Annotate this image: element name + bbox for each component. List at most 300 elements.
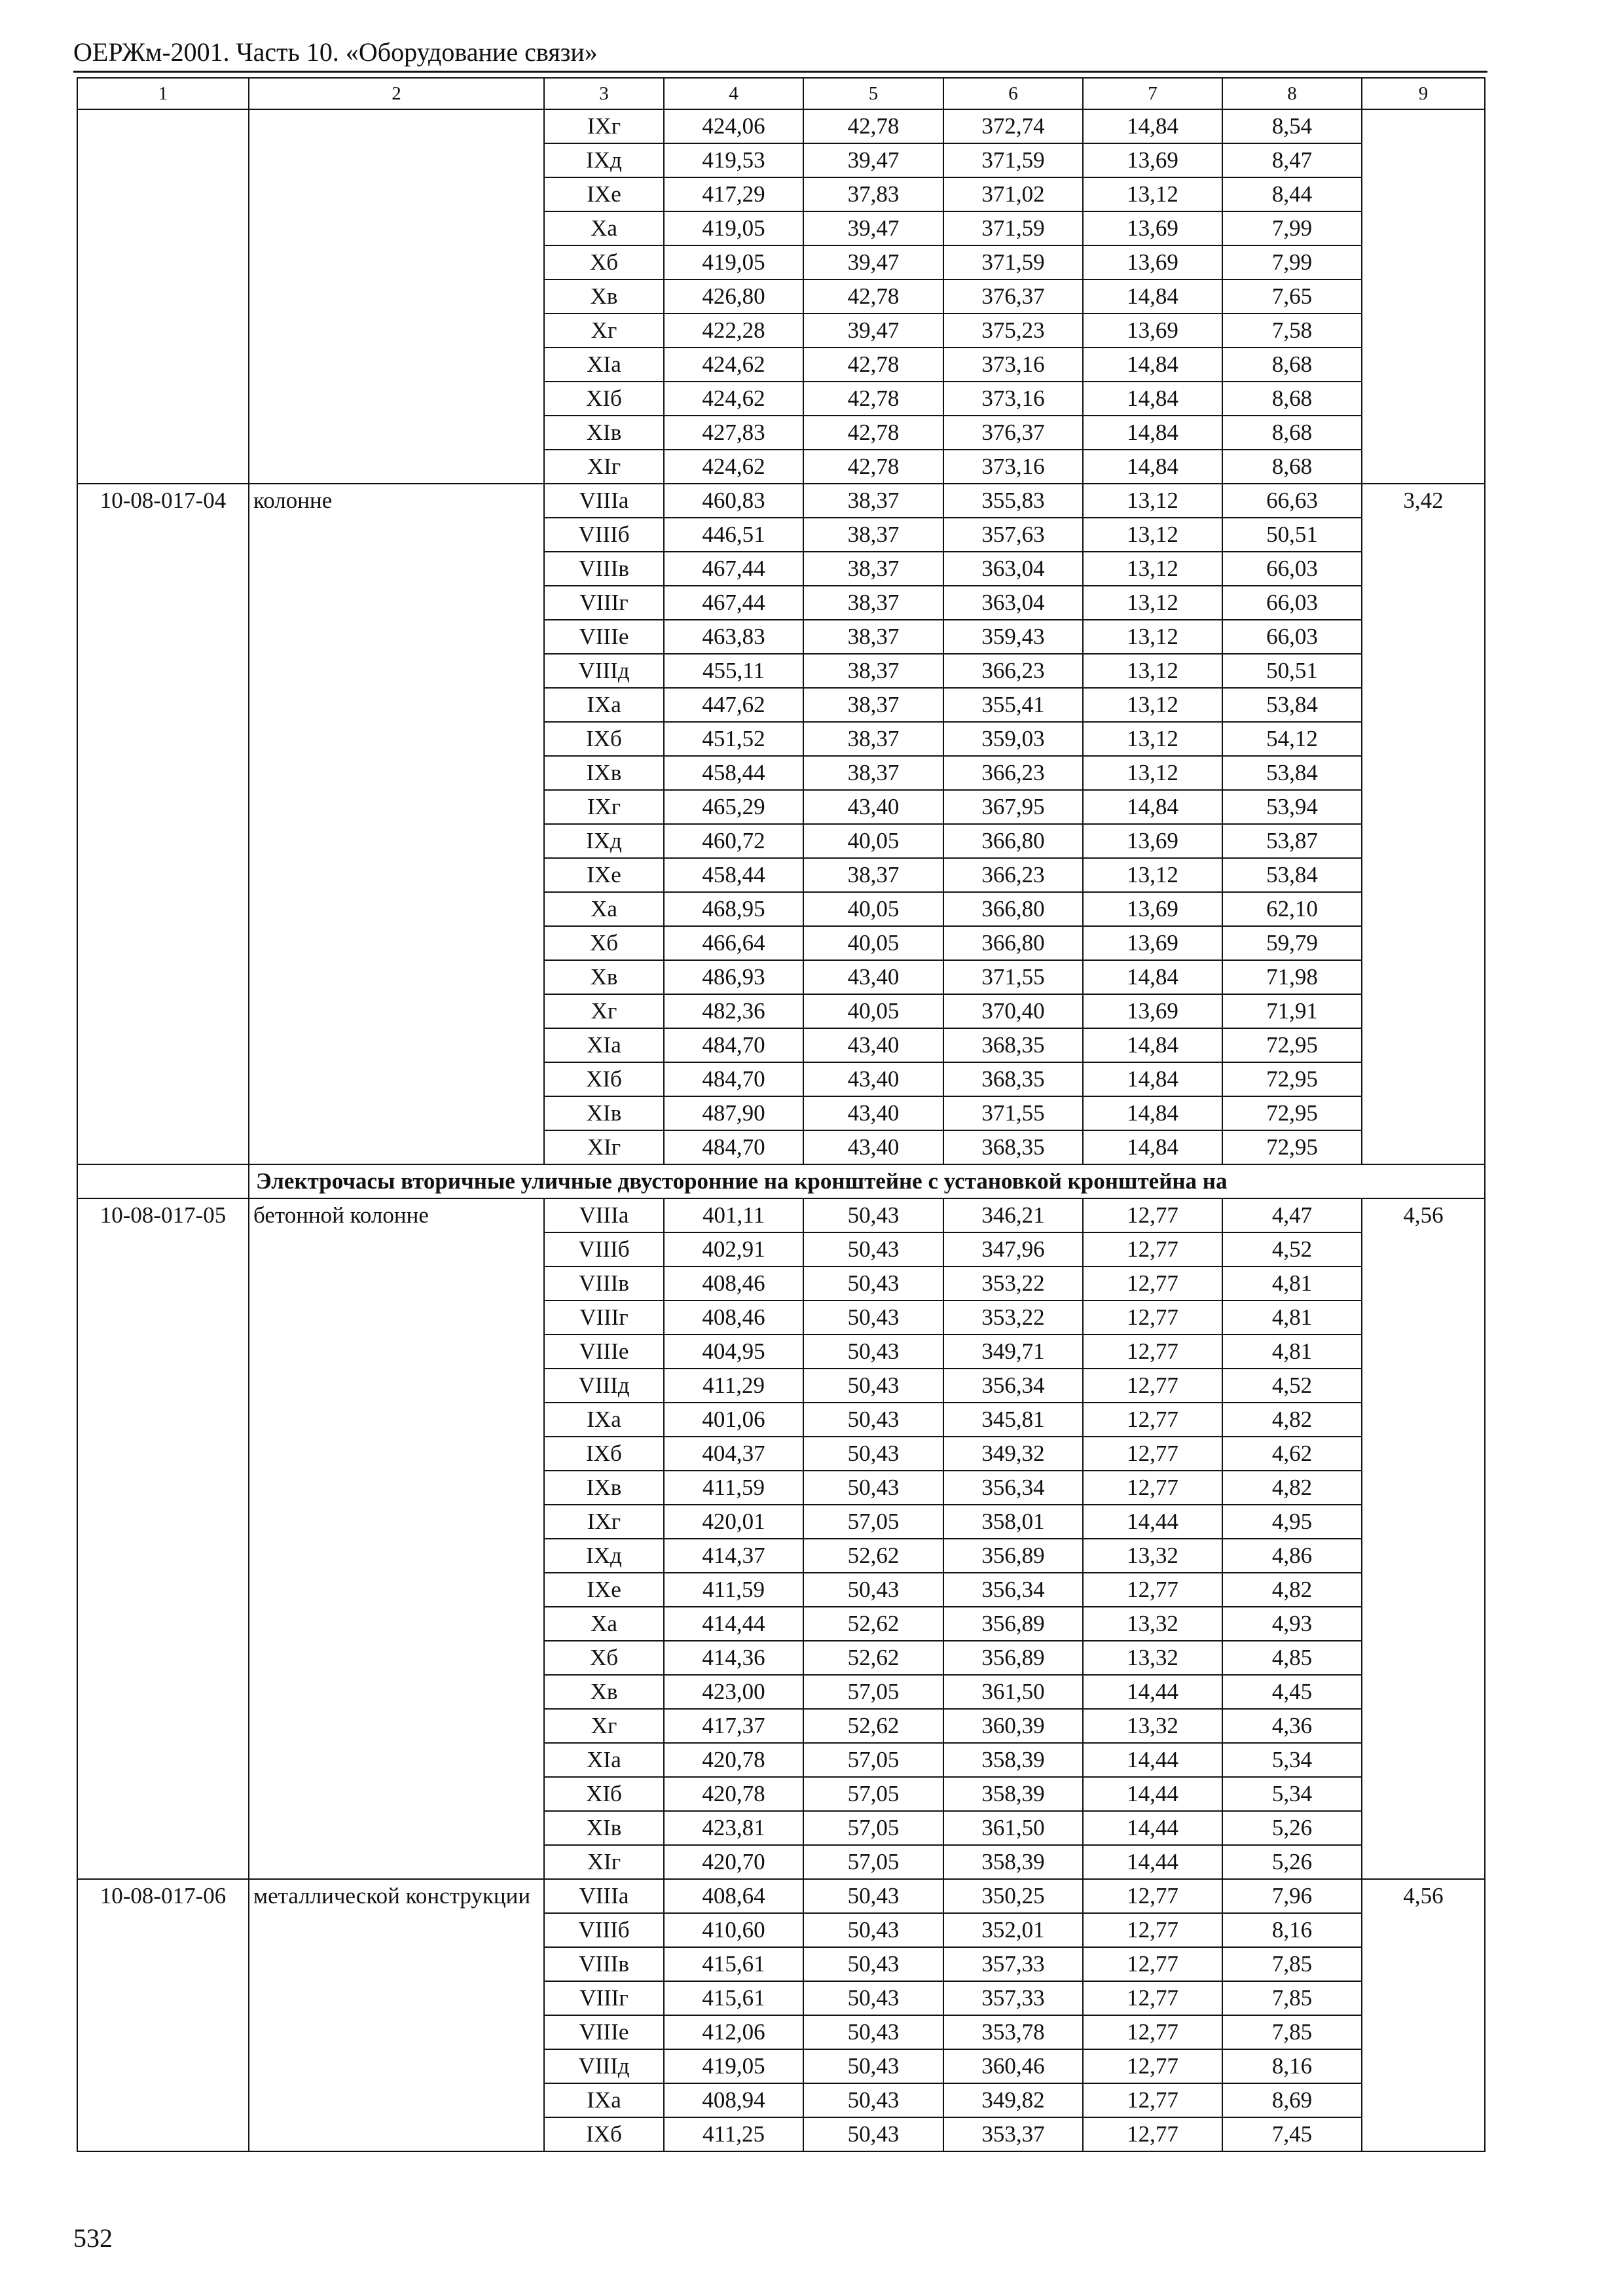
machines-cell: 356,34 xyxy=(943,1471,1083,1505)
wages-cell: 39,47 xyxy=(803,143,943,177)
total-cost-cell: 460,72 xyxy=(664,824,803,858)
zone-cell: VIIIд xyxy=(544,654,664,688)
machines-cell: 371,59 xyxy=(943,245,1083,279)
zone-cell: IXа xyxy=(544,688,664,722)
machines-cell: 357,33 xyxy=(943,1981,1083,2015)
materials-cell: 4,85 xyxy=(1222,1641,1362,1675)
labor-cost-cell xyxy=(1362,109,1485,484)
machinist-wages-cell: 14,44 xyxy=(1083,1845,1222,1879)
zone-cell: XIг xyxy=(544,1845,664,1879)
wages-cell: 43,40 xyxy=(803,1062,943,1096)
materials-cell: 71,91 xyxy=(1222,994,1362,1028)
machines-cell: 371,55 xyxy=(943,1096,1083,1130)
machinist-wages-cell: 13,12 xyxy=(1083,620,1222,654)
total-cost-cell: 486,93 xyxy=(664,960,803,994)
machinist-wages-cell: 13,69 xyxy=(1083,926,1222,960)
machines-cell: 366,23 xyxy=(943,654,1083,688)
zone-cell: Xг xyxy=(544,314,664,348)
materials-cell: 7,65 xyxy=(1222,279,1362,314)
total-cost-cell: 419,05 xyxy=(664,2049,803,2083)
total-cost-cell: 460,83 xyxy=(664,484,803,518)
zone-cell: VIIIв xyxy=(544,1266,664,1300)
machinist-wages-cell: 14,84 xyxy=(1083,1096,1222,1130)
total-cost-cell: 424,62 xyxy=(664,348,803,382)
zone-cell: IXб xyxy=(544,1437,664,1471)
wages-cell: 57,05 xyxy=(803,1777,943,1811)
wages-cell: 38,37 xyxy=(803,620,943,654)
labor-cost-cell: 3,42 xyxy=(1362,484,1485,1164)
machinist-wages-cell: 13,12 xyxy=(1083,654,1222,688)
total-cost-cell: 415,61 xyxy=(664,1981,803,2015)
materials-cell: 72,95 xyxy=(1222,1130,1362,1164)
norm-code-cell: 10-08-017-05 xyxy=(77,1198,249,1879)
total-cost-cell: 467,44 xyxy=(664,552,803,586)
wages-cell: 42,78 xyxy=(803,382,943,416)
materials-cell: 4,95 xyxy=(1222,1505,1362,1539)
wages-cell: 50,43 xyxy=(803,1266,943,1300)
section-title-row xyxy=(77,1164,1485,1198)
zone-cell: IXд xyxy=(544,824,664,858)
total-cost-cell: 424,06 xyxy=(664,109,803,143)
zone-cell: Xб xyxy=(544,245,664,279)
materials-cell: 8,68 xyxy=(1222,450,1362,484)
wages-cell: 42,78 xyxy=(803,348,943,382)
header-divider xyxy=(73,71,1487,73)
zone-cell: XIб xyxy=(544,1777,664,1811)
zone-cell: VIIIа xyxy=(544,1879,664,1913)
machinist-wages-cell: 14,44 xyxy=(1083,1505,1222,1539)
machines-cell: 358,39 xyxy=(943,1777,1083,1811)
machinist-wages-cell: 13,32 xyxy=(1083,1709,1222,1743)
materials-cell: 53,84 xyxy=(1222,858,1362,892)
total-cost-cell: 467,44 xyxy=(664,586,803,620)
total-cost-cell: 482,36 xyxy=(664,994,803,1028)
norms-table-body xyxy=(77,78,1485,2151)
materials-cell: 5,26 xyxy=(1222,1811,1362,1845)
machinist-wages-cell: 14,84 xyxy=(1083,382,1222,416)
total-cost-cell: 484,70 xyxy=(664,1062,803,1096)
materials-cell: 4,82 xyxy=(1222,1573,1362,1607)
zone-cell: Xг xyxy=(544,1709,664,1743)
machines-cell: 357,63 xyxy=(943,518,1083,552)
total-cost-cell: 420,01 xyxy=(664,1505,803,1539)
norm-name-cell: бетонной колонне xyxy=(249,1198,544,1879)
labor-cost-cell: 4,56 xyxy=(1362,1198,1485,1879)
materials-cell: 53,94 xyxy=(1222,790,1362,824)
total-cost-cell: 420,70 xyxy=(664,1845,803,1879)
machines-cell: 373,16 xyxy=(943,382,1083,416)
machines-cell: 368,35 xyxy=(943,1028,1083,1062)
materials-cell: 4,81 xyxy=(1222,1266,1362,1300)
machinist-wages-cell: 12,77 xyxy=(1083,1198,1222,1232)
wages-cell: 50,43 xyxy=(803,1232,943,1266)
total-cost-cell: 411,25 xyxy=(664,2117,803,2151)
total-cost-cell: 404,95 xyxy=(664,1335,803,1369)
machinist-wages-cell: 14,84 xyxy=(1083,790,1222,824)
total-cost-cell: 455,11 xyxy=(664,654,803,688)
machines-cell: 353,37 xyxy=(943,2117,1083,2151)
machines-cell: 371,02 xyxy=(943,177,1083,211)
norms-table xyxy=(77,77,1486,2152)
machinist-wages-cell: 12,77 xyxy=(1083,1232,1222,1266)
materials-cell: 66,03 xyxy=(1222,586,1362,620)
materials-cell: 59,79 xyxy=(1222,926,1362,960)
norm-code-cell xyxy=(77,109,249,484)
machines-cell: 345,81 xyxy=(943,1403,1083,1437)
machinist-wages-cell: 14,44 xyxy=(1083,1675,1222,1709)
machines-cell: 360,46 xyxy=(943,2049,1083,2083)
wages-cell: 43,40 xyxy=(803,960,943,994)
wages-cell: 57,05 xyxy=(803,1675,943,1709)
total-cost-cell: 424,62 xyxy=(664,450,803,484)
zone-cell: Xв xyxy=(544,279,664,314)
zone-cell: VIIIб xyxy=(544,518,664,552)
machinist-wages-cell: 13,12 xyxy=(1083,756,1222,790)
machines-cell: 366,23 xyxy=(943,858,1083,892)
materials-cell: 8,44 xyxy=(1222,177,1362,211)
wages-cell: 50,43 xyxy=(803,1879,943,1913)
zone-cell: IXг xyxy=(544,109,664,143)
zone-cell: XIв xyxy=(544,1096,664,1130)
total-cost-cell: 466,64 xyxy=(664,926,803,960)
wages-cell: 50,43 xyxy=(803,1437,943,1471)
machines-cell: 376,37 xyxy=(943,416,1083,450)
total-cost-cell: 424,62 xyxy=(664,382,803,416)
machinist-wages-cell: 14,84 xyxy=(1083,279,1222,314)
zone-cell: XIв xyxy=(544,416,664,450)
wages-cell: 39,47 xyxy=(803,245,943,279)
machinist-wages-cell: 12,77 xyxy=(1083,1573,1222,1607)
wages-cell: 57,05 xyxy=(803,1811,943,1845)
materials-cell: 4,86 xyxy=(1222,1539,1362,1573)
wages-cell: 38,37 xyxy=(803,688,943,722)
total-cost-cell: 410,60 xyxy=(664,1913,803,1947)
wages-cell: 38,37 xyxy=(803,756,943,790)
total-cost-cell: 404,37 xyxy=(664,1437,803,1471)
materials-cell: 7,85 xyxy=(1222,2015,1362,2049)
materials-cell: 4,93 xyxy=(1222,1607,1362,1641)
zone-cell: VIIIг xyxy=(544,1300,664,1335)
materials-cell: 8,47 xyxy=(1222,143,1362,177)
machinist-wages-cell: 12,77 xyxy=(1083,2049,1222,2083)
total-cost-cell: 458,44 xyxy=(664,756,803,790)
zone-cell: IXг xyxy=(544,790,664,824)
wages-cell: 42,78 xyxy=(803,109,943,143)
total-cost-cell: 408,64 xyxy=(664,1879,803,1913)
wages-cell: 50,43 xyxy=(803,1403,943,1437)
machinist-wages-cell: 14,84 xyxy=(1083,348,1222,382)
wages-cell: 38,37 xyxy=(803,586,943,620)
zone-cell: VIIIг xyxy=(544,586,664,620)
zone-cell: Xа xyxy=(544,892,664,926)
materials-cell: 8,68 xyxy=(1222,416,1362,450)
total-cost-cell: 401,11 xyxy=(664,1198,803,1232)
wages-cell: 37,83 xyxy=(803,177,943,211)
total-cost-cell: 401,06 xyxy=(664,1403,803,1437)
machinist-wages-cell: 12,77 xyxy=(1083,1981,1222,2015)
zone-cell: Xа xyxy=(544,1607,664,1641)
materials-cell: 72,95 xyxy=(1222,1096,1362,1130)
total-cost-cell: 422,28 xyxy=(664,314,803,348)
zone-cell: VIIIб xyxy=(544,1913,664,1947)
machinist-wages-cell: 13,32 xyxy=(1083,1539,1222,1573)
machinist-wages-cell: 12,77 xyxy=(1083,1266,1222,1300)
machinist-wages-cell: 13,12 xyxy=(1083,586,1222,620)
wages-cell: 38,37 xyxy=(803,552,943,586)
total-cost-cell: 419,53 xyxy=(664,143,803,177)
wages-cell: 52,62 xyxy=(803,1539,943,1573)
wages-cell: 50,43 xyxy=(803,1335,943,1369)
materials-cell: 53,84 xyxy=(1222,688,1362,722)
wages-cell: 50,43 xyxy=(803,1573,943,1607)
zone-cell: Xв xyxy=(544,960,664,994)
materials-cell: 8,16 xyxy=(1222,1913,1362,1947)
zone-cell: IXа xyxy=(544,1403,664,1437)
machinist-wages-cell: 12,77 xyxy=(1083,1335,1222,1369)
column-number-cell: 8 xyxy=(1222,78,1362,109)
machinist-wages-cell: 13,32 xyxy=(1083,1641,1222,1675)
wages-cell: 50,43 xyxy=(803,1369,943,1403)
total-cost-cell: 451,52 xyxy=(664,722,803,756)
zone-cell: Xг xyxy=(544,994,664,1028)
wages-cell: 50,43 xyxy=(803,1471,943,1505)
machinist-wages-cell: 14,44 xyxy=(1083,1777,1222,1811)
page-number: 532 xyxy=(73,2223,113,2253)
wages-cell: 38,37 xyxy=(803,654,943,688)
machines-cell: 356,34 xyxy=(943,1573,1083,1607)
zone-cell: XIг xyxy=(544,1130,664,1164)
machines-cell: 353,22 xyxy=(943,1266,1083,1300)
zone-cell: XIб xyxy=(544,1062,664,1096)
materials-cell: 8,54 xyxy=(1222,109,1362,143)
zone-cell: Xб xyxy=(544,1641,664,1675)
machines-cell: 356,34 xyxy=(943,1369,1083,1403)
total-cost-cell: 423,00 xyxy=(664,1675,803,1709)
total-cost-cell: 417,37 xyxy=(664,1709,803,1743)
machinist-wages-cell: 13,12 xyxy=(1083,552,1222,586)
zone-cell: IXб xyxy=(544,2117,664,2151)
zone-cell: VIIIб xyxy=(544,1232,664,1266)
wages-cell: 52,62 xyxy=(803,1641,943,1675)
machinist-wages-cell: 13,12 xyxy=(1083,858,1222,892)
materials-cell: 4,36 xyxy=(1222,1709,1362,1743)
column-number-cell: 3 xyxy=(544,78,664,109)
materials-cell: 53,84 xyxy=(1222,756,1362,790)
machinist-wages-cell: 13,12 xyxy=(1083,484,1222,518)
machinist-wages-cell: 12,77 xyxy=(1083,2117,1222,2151)
machinist-wages-cell: 13,69 xyxy=(1083,892,1222,926)
machines-cell: 366,80 xyxy=(943,926,1083,960)
zone-cell: VIIIа xyxy=(544,484,664,518)
machinist-wages-cell: 14,84 xyxy=(1083,1062,1222,1096)
materials-cell: 8,68 xyxy=(1222,382,1362,416)
materials-cell: 72,95 xyxy=(1222,1062,1362,1096)
wages-cell: 42,78 xyxy=(803,416,943,450)
zone-cell: XIа xyxy=(544,1743,664,1777)
zone-cell: XIб xyxy=(544,382,664,416)
machines-cell: 359,03 xyxy=(943,722,1083,756)
machines-cell: 349,32 xyxy=(943,1437,1083,1471)
wages-cell: 40,05 xyxy=(803,892,943,926)
wages-cell: 43,40 xyxy=(803,790,943,824)
machinist-wages-cell: 14,44 xyxy=(1083,1743,1222,1777)
machines-cell: 347,96 xyxy=(943,1232,1083,1266)
machines-cell: 371,59 xyxy=(943,211,1083,245)
table-row xyxy=(77,484,1485,518)
column-number-cell: 2 xyxy=(249,78,544,109)
total-cost-cell: 468,95 xyxy=(664,892,803,926)
page-header-title: ОЕРЖм-2001. Часть 10. «Оборудование связи» xyxy=(73,37,598,67)
materials-cell: 5,34 xyxy=(1222,1743,1362,1777)
machinist-wages-cell: 12,77 xyxy=(1083,1403,1222,1437)
wages-cell: 50,43 xyxy=(803,1947,943,1981)
machines-cell: 367,95 xyxy=(943,790,1083,824)
total-cost-cell: 484,70 xyxy=(664,1028,803,1062)
zone-cell: VIIIе xyxy=(544,1335,664,1369)
machines-cell: 373,16 xyxy=(943,348,1083,382)
column-number-cell: 4 xyxy=(664,78,803,109)
zone-cell: IXв xyxy=(544,756,664,790)
machines-cell: 358,39 xyxy=(943,1743,1083,1777)
wages-cell: 50,43 xyxy=(803,1300,943,1335)
materials-cell: 54,12 xyxy=(1222,722,1362,756)
materials-cell: 5,34 xyxy=(1222,1777,1362,1811)
total-cost-cell: 419,05 xyxy=(664,211,803,245)
wages-cell: 57,05 xyxy=(803,1845,943,1879)
materials-cell: 66,63 xyxy=(1222,484,1362,518)
wages-cell: 43,40 xyxy=(803,1130,943,1164)
machines-cell: 357,33 xyxy=(943,1947,1083,1981)
machinist-wages-cell: 12,77 xyxy=(1083,2015,1222,2049)
zone-cell: IXд xyxy=(544,143,664,177)
zone-cell: XIг xyxy=(544,450,664,484)
machinist-wages-cell: 14,44 xyxy=(1083,1811,1222,1845)
materials-cell: 8,69 xyxy=(1222,2083,1362,2117)
machinist-wages-cell: 13,12 xyxy=(1083,688,1222,722)
section-title: Электрочасы вторичные уличные двусторонние на кронштейне с установкой кронштейна на xyxy=(249,1164,1485,1198)
wages-cell: 42,78 xyxy=(803,279,943,314)
total-cost-cell: 411,29 xyxy=(664,1369,803,1403)
wages-cell: 40,05 xyxy=(803,926,943,960)
wages-cell: 50,43 xyxy=(803,1913,943,1947)
total-cost-cell: 420,78 xyxy=(664,1777,803,1811)
machines-cell: 373,16 xyxy=(943,450,1083,484)
table-row xyxy=(77,1198,1485,1232)
machinist-wages-cell: 13,32 xyxy=(1083,1607,1222,1641)
total-cost-cell: 411,59 xyxy=(664,1573,803,1607)
machinist-wages-cell: 14,84 xyxy=(1083,960,1222,994)
wages-cell: 50,43 xyxy=(803,2015,943,2049)
machinist-wages-cell: 12,77 xyxy=(1083,1879,1222,1913)
zone-cell: IXа xyxy=(544,2083,664,2117)
materials-cell: 50,51 xyxy=(1222,654,1362,688)
materials-cell: 4,62 xyxy=(1222,1437,1362,1471)
total-cost-cell: 427,83 xyxy=(664,416,803,450)
table-row xyxy=(77,1879,1485,1913)
machines-cell: 358,39 xyxy=(943,1845,1083,1879)
machines-cell: 366,23 xyxy=(943,756,1083,790)
wages-cell: 50,43 xyxy=(803,2083,943,2117)
materials-cell: 62,10 xyxy=(1222,892,1362,926)
machinist-wages-cell: 14,84 xyxy=(1083,1130,1222,1164)
wages-cell: 38,37 xyxy=(803,722,943,756)
total-cost-cell: 408,94 xyxy=(664,2083,803,2117)
machinist-wages-cell: 12,77 xyxy=(1083,1437,1222,1471)
total-cost-cell: 446,51 xyxy=(664,518,803,552)
wages-cell: 40,05 xyxy=(803,824,943,858)
machines-cell: 359,43 xyxy=(943,620,1083,654)
machinist-wages-cell: 12,77 xyxy=(1083,1300,1222,1335)
wages-cell: 50,43 xyxy=(803,1981,943,2015)
machinist-wages-cell: 12,77 xyxy=(1083,2083,1222,2117)
machines-cell: 356,89 xyxy=(943,1539,1083,1573)
wages-cell: 52,62 xyxy=(803,1709,943,1743)
machines-cell: 355,41 xyxy=(943,688,1083,722)
wages-cell: 39,47 xyxy=(803,211,943,245)
machines-cell: 361,50 xyxy=(943,1811,1083,1845)
machines-cell: 352,01 xyxy=(943,1913,1083,1947)
materials-cell: 66,03 xyxy=(1222,552,1362,586)
machines-cell: 349,82 xyxy=(943,2083,1083,2117)
machinist-wages-cell: 14,84 xyxy=(1083,109,1222,143)
zone-cell: XIа xyxy=(544,348,664,382)
machines-cell: 349,71 xyxy=(943,1335,1083,1369)
zone-cell: VIIIе xyxy=(544,2015,664,2049)
column-number-row xyxy=(77,78,1485,109)
materials-cell: 4,82 xyxy=(1222,1403,1362,1437)
total-cost-cell: 415,61 xyxy=(664,1947,803,1981)
machines-cell: 360,39 xyxy=(943,1709,1083,1743)
zone-cell: VIIIа xyxy=(544,1198,664,1232)
machinist-wages-cell: 12,77 xyxy=(1083,1947,1222,1981)
materials-cell: 5,26 xyxy=(1222,1845,1362,1879)
labor-cost-cell: 4,56 xyxy=(1362,1879,1485,2151)
machinist-wages-cell: 13,69 xyxy=(1083,994,1222,1028)
machinist-wages-cell: 13,69 xyxy=(1083,143,1222,177)
materials-cell: 71,98 xyxy=(1222,960,1362,994)
wages-cell: 50,43 xyxy=(803,1198,943,1232)
norm-name-cell: колонне xyxy=(249,484,544,1164)
machines-cell: 363,04 xyxy=(943,586,1083,620)
wages-cell: 50,43 xyxy=(803,2117,943,2151)
machines-cell: 356,89 xyxy=(943,1607,1083,1641)
machinist-wages-cell: 14,84 xyxy=(1083,1028,1222,1062)
norm-name-cell xyxy=(249,109,544,484)
total-cost-cell: 426,80 xyxy=(664,279,803,314)
machines-cell: 375,23 xyxy=(943,314,1083,348)
machinist-wages-cell: 14,84 xyxy=(1083,450,1222,484)
wages-cell: 38,37 xyxy=(803,858,943,892)
materials-cell: 4,45 xyxy=(1222,1675,1362,1709)
machines-cell: 353,22 xyxy=(943,1300,1083,1335)
machines-cell: 350,25 xyxy=(943,1879,1083,1913)
total-cost-cell: 417,29 xyxy=(664,177,803,211)
materials-cell: 7,85 xyxy=(1222,1947,1362,1981)
machines-cell: 368,35 xyxy=(943,1062,1083,1096)
zone-cell: VIIIг xyxy=(544,1981,664,2015)
machines-cell: 353,78 xyxy=(943,2015,1083,2049)
total-cost-cell: 414,36 xyxy=(664,1641,803,1675)
zone-cell: Xб xyxy=(544,926,664,960)
machines-cell: 368,35 xyxy=(943,1130,1083,1164)
wages-cell: 38,37 xyxy=(803,518,943,552)
machinist-wages-cell: 12,77 xyxy=(1083,1913,1222,1947)
machines-cell: 376,37 xyxy=(943,279,1083,314)
column-number-cell: 6 xyxy=(943,78,1083,109)
total-cost-cell: 484,70 xyxy=(664,1130,803,1164)
machines-cell: 371,55 xyxy=(943,960,1083,994)
materials-cell: 4,52 xyxy=(1222,1369,1362,1403)
